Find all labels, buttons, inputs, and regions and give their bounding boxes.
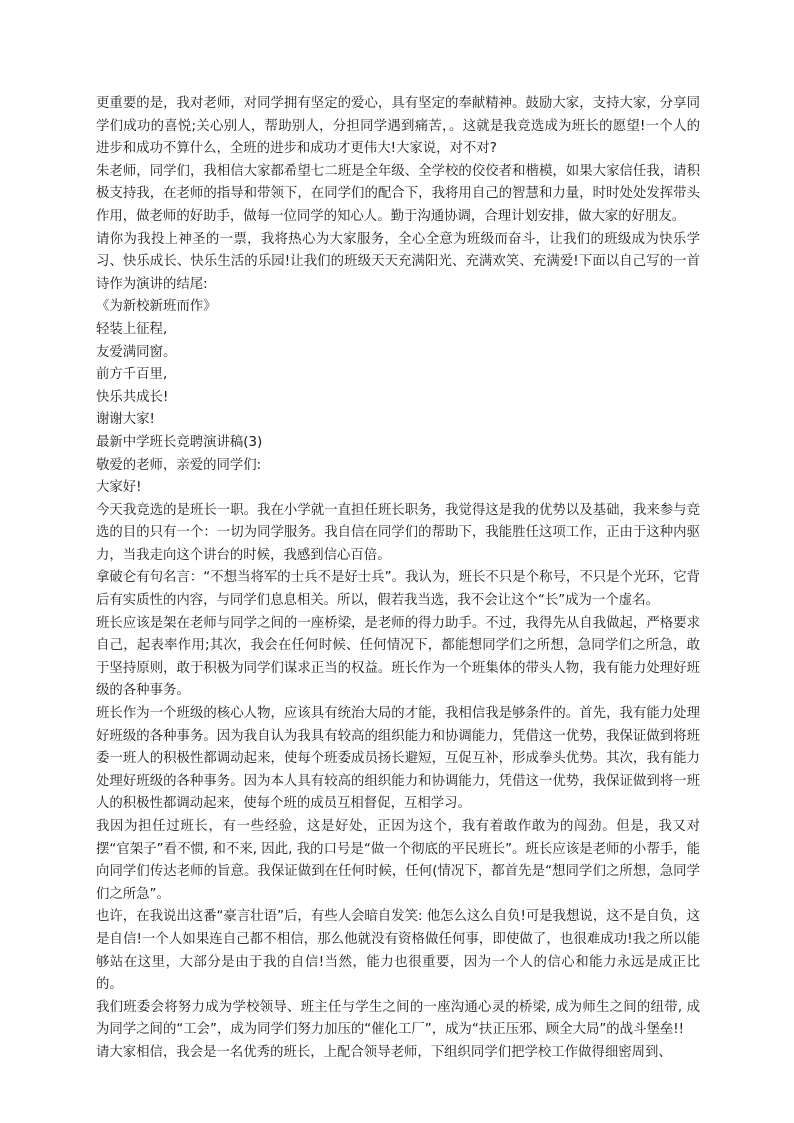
salutation: 敬爱的老师，亲爱的同学们: (96, 457, 262, 473)
poem-title: 《为新校新班而作》 (96, 299, 217, 315)
poem-line: 快乐共成长! (96, 389, 169, 405)
paragraph: 班长应该是架在老师与同学之间的一座桥梁，是老师的得力助手。不过，我得先从自我做起，严格要求自己，起表率作用;其次，我会在任何时候、任何情况下，都能想同学们之所想，急同学们之所急，敢于坚持原则，敢于积极为同学们谋求正当的权益。班长作为一个班集体的带头人物，我有能力处理好班级的各种事务。 (96, 615, 700, 699)
closing-line: 谢谢大家! (96, 412, 155, 428)
paragraph: 请你为我投上神圣的一票，我将热心为大家服务，全心全意为班级而奋斗，让我们的班级成为快乐学习、快乐成长、快乐生活的乐园!让我们的班级天天充满阳光、充满欢笑、充满爱!下面以自己写的一首诗作为演讲的结尾: (96, 231, 700, 292)
poem-line: 前方千百里, (96, 367, 168, 383)
poem-line: 轻装上征程, (96, 321, 168, 337)
paragraph: 朱老师，同学们，我相信大家都希望七二班是全年级、全学校的佼佼者和楷模，如果大家信任我，请积极支持我，在老师的指导和带领下，在同学们的配合下，我将用自己的智慧和力量，时时处处发挥带头作用，做老师的好助手，做每一位同学的知心人。勤于沟通协调，合理计划安排，做大家的好朋友。 (96, 163, 700, 224)
section-title: 最新中学班长竞聘演讲稿(3) (96, 434, 263, 450)
poem-line: 友爱满同窗。 (96, 344, 177, 360)
paragraph: 我因为担任过班长，有一些经验，这是好处，正因为这个，我有着敢作敢为的闯劲。但是，我又对摆“官架子”看不惯, 和不来, 因此, 我的口号是“做一个彻底的平民班长”。班长应该是老师的小帮手，能向同学们传达老师的旨意。我保证做到在任何时候，任何(情况下，都首先是“想同学们之所想，急同学们之所急”。 (96, 819, 700, 902)
paragraph: 更重要的是，我对老师，对同学拥有坚定的爱心，具有坚定的奉献精神。鼓励大家，支持大家，分享同学们成功的喜悦;关心别人，帮助别人，分担同学遇到痛苦，。这就是我竞选成为班长的愿望!一个人的进步和成功不算什么，全班的进步和成功才更伟大!大家说，对不对? (96, 96, 700, 157)
paragraph: 我们班委会将努力成为学校领导、班主任与学生之间的一座沟通心灵的桥梁, 成为师生之间的纽带, 成为同学之间的“工会”，成为同学们努力加压的“催化工厂”，成为“扶正压邪、顾全大局”的战斗堡垒!! (96, 999, 700, 1038)
paragraph: 今天我竞选的是班长一职。我在小学就一直担任班长职务，我觉得这是我的优势以及基础，我来参与竞选的目的只有一个：一切为同学服务。我自信在同学们的帮助下，我能胜任这项工作，正由于这种内驱力，当我走向这个讲台的时候，我感到信心百倍。 (96, 502, 700, 563)
paragraph: 也许，在我说出这番“豪言壮语”后，有些人会暗自发笑: 他怎么这么自负!可是我想说，这不是自负，这是自信!一个人如果连自己都不相信，那么他就没有资格做任何事，即使做了，也很难成功!我之所以能够站在这里，大部分是由于我的自信!当然，能力也很重要，因为一个人的信心和能力永远是成正比的。 (96, 909, 700, 993)
greeting: 大家好! (96, 480, 142, 496)
document-body (96, 93, 700, 1065)
paragraph: 请大家相信，我会是一名优秀的班长，上配合领导老师，下组织同学们把学校工作做得细密周到、 (96, 1044, 672, 1060)
paragraph: 班长作为一个班级的核心人物，应该具有统治大局的才能，我相信我是够条件的。首先，我有能力处理好班级的各种事务。因为我自认为我具有较高的组织能力和协调能力，凭借这一优势，我保证做到将班委一班人的积极性都调动起来，使每个班委成员扬长避短，互促互补，形成拳头优势。其次，我有能力处理好班级的各种事务。因为本人具有较高的组织能力和协调能力，凭借这一优势，我保证做到将一班人的积极性都调动起来，使每个班的成员互相督促，互相学习。 (96, 706, 700, 812)
paragraph: 拿破仑有句名言：“不想当将军的士兵不是好士兵”。我认为，班长不只是个称号，不只是个光环，它背后有实质性的内容，与同学们息息相关。所以，假若我当选，我不会让这个“长”成为一个虚名。 (96, 570, 700, 609)
